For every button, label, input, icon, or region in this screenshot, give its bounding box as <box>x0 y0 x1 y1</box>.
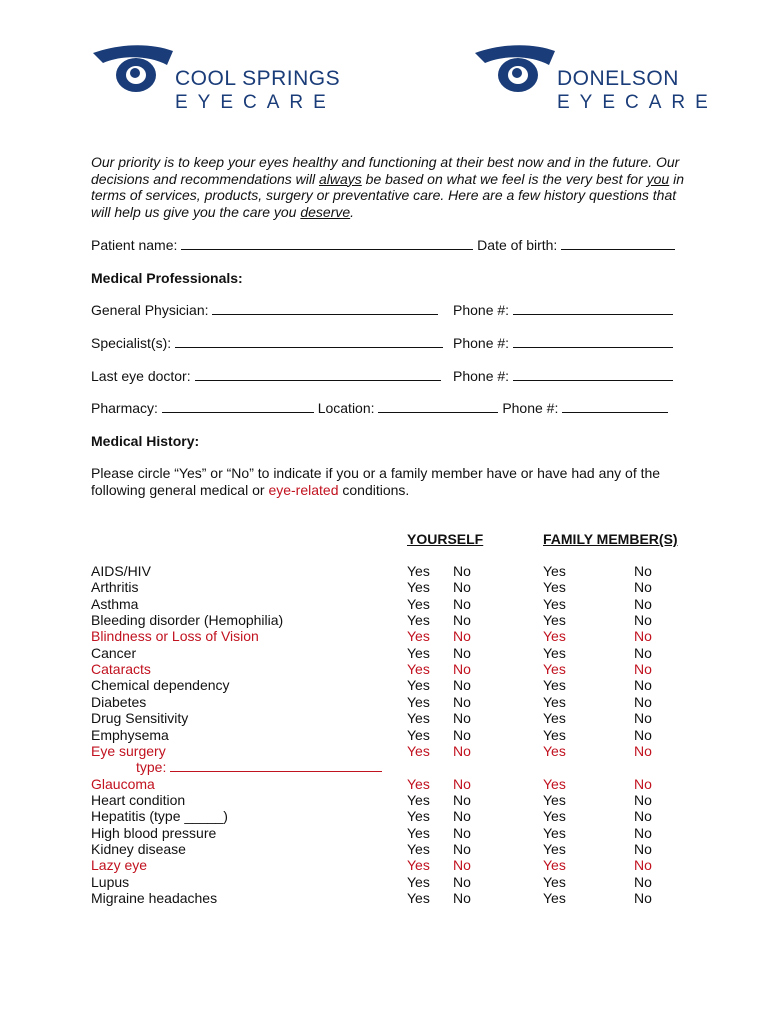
yourself-yes-option[interactable]: Yes <box>407 563 430 579</box>
yourself-yes-option[interactable]: Yes <box>407 857 430 874</box>
yourself-no-option[interactable]: No <box>453 808 471 825</box>
condition-row <box>0 579 770 595</box>
family-no-option[interactable]: No <box>634 791 652 808</box>
logo-sub: EYECARE <box>175 92 336 113</box>
condition-row <box>0 710 770 726</box>
yourself-yes-option[interactable]: Yes <box>407 824 430 841</box>
family-no-option[interactable]: No <box>634 595 652 612</box>
intro-paragraph: Our priority is to keep your eyes healthy and functioning at their best now and in the future. Our decisions and recommendations will always be based on what we feel is the very best for you in terms of services, products, surgery or preventative care. Here are a few history questions that will help us give you the care you deserve. <box>91 154 684 220</box>
condition-row <box>0 857 770 873</box>
yourself-no-option[interactable]: No <box>453 579 471 596</box>
condition-label: Blindness or Loss of Vision <box>91 628 259 645</box>
yourself-yes-option[interactable]: Yes <box>407 890 430 906</box>
family-no-option[interactable]: No <box>634 824 652 841</box>
medical-history-instructions: Please circle “Yes” or “No” to indicate if you or a family member have or have had any of the following general medical or eye-related conditions. <box>91 465 661 498</box>
yourself-yes-option[interactable]: Yes <box>407 873 430 890</box>
phone-field[interactable] <box>513 335 673 348</box>
condition-row <box>0 808 770 824</box>
yourself-no-option[interactable]: No <box>453 612 471 629</box>
yourself-no-option[interactable]: No <box>453 563 471 579</box>
condition-row <box>0 661 770 677</box>
family-yes-option[interactable]: Yes <box>543 873 566 890</box>
condition-label: Migraine headaches <box>91 890 218 906</box>
condition-label: Hepatitis (type _____) <box>91 808 228 825</box>
condition-row <box>0 628 770 644</box>
family-no-option[interactable]: No <box>634 890 652 906</box>
family-no-option[interactable]: No <box>634 661 652 678</box>
condition-label: Kidney disease <box>91 840 186 857</box>
family-yes-option[interactable]: Yes <box>543 824 566 841</box>
yourself-no-option[interactable]: No <box>453 677 471 694</box>
yourself-no-option[interactable]: No <box>453 693 471 710</box>
family-yes-option[interactable]: Yes <box>543 628 566 645</box>
type-label: type: <box>136 759 171 776</box>
condition-row <box>0 694 770 710</box>
yourself-no-option[interactable]: No <box>453 873 471 890</box>
yourself-yes-option[interactable]: Yes <box>407 595 430 612</box>
yourself-yes-option[interactable]: Yes <box>407 840 430 857</box>
phone-field[interactable] <box>513 368 673 381</box>
condition-label: Emphysema <box>91 726 169 743</box>
yourself-yes-option[interactable]: Yes <box>407 612 430 629</box>
family-yes-option[interactable]: Yes <box>543 563 566 579</box>
yourself-no-option[interactable]: No <box>453 644 471 661</box>
family-yes-option[interactable]: Yes <box>543 840 566 857</box>
condition-label: High blood pressure <box>91 824 217 841</box>
family-yes-option[interactable]: Yes <box>543 808 566 825</box>
yourself-no-option[interactable]: No <box>453 775 471 792</box>
yourself-yes-option[interactable]: Yes <box>407 775 430 792</box>
family-no-option[interactable]: No <box>634 628 652 645</box>
condition-row <box>0 792 770 808</box>
eye-logo-icon <box>473 45 557 97</box>
family-no-option[interactable]: No <box>634 710 652 727</box>
condition-row <box>0 612 770 628</box>
patient-name-label: Patient name: <box>91 237 178 253</box>
yourself-no-option[interactable]: No <box>453 742 471 759</box>
condition-row <box>0 776 770 792</box>
phone-field[interactable] <box>513 302 673 315</box>
condition-row <box>0 890 770 906</box>
family-yes-option[interactable]: Yes <box>543 710 566 727</box>
phone-line: Phone #: <box>453 368 673 384</box>
family-yes-option[interactable]: Yes <box>543 693 566 710</box>
yourself-no-option[interactable]: No <box>453 726 471 743</box>
logo-sub: EYECARE <box>557 92 718 113</box>
eye-logo-icon <box>91 45 175 97</box>
medical-history-heading: Medical History: <box>91 433 200 449</box>
general-physician-line: General Physician: <box>91 302 438 318</box>
condition-label: Glaucoma <box>91 775 155 792</box>
condition-label: Asthma <box>91 595 139 612</box>
family-yes-option[interactable]: Yes <box>543 791 566 808</box>
family-yes-option[interactable]: Yes <box>543 890 566 906</box>
family-no-option[interactable]: No <box>634 693 652 710</box>
family-yes-option[interactable]: Yes <box>543 612 566 629</box>
family-yes-option[interactable]: Yes <box>543 661 566 678</box>
yourself-no-option[interactable]: No <box>453 857 471 874</box>
condition-label: Bleeding disorder (Hemophilia) <box>91 612 284 629</box>
yourself-no-option[interactable]: No <box>453 840 471 857</box>
condition-row <box>0 727 770 743</box>
yourself-no-option[interactable]: No <box>453 791 471 808</box>
patient-name-field[interactable] <box>181 237 473 250</box>
condition-label: Drug Sensitivity <box>91 710 189 727</box>
yourself-yes-option[interactable]: Yes <box>407 579 430 596</box>
yourself-no-option[interactable]: No <box>453 595 471 612</box>
family-yes-option[interactable]: Yes <box>543 595 566 612</box>
family-no-option[interactable]: No <box>634 579 652 596</box>
last-eye-doctor-field[interactable] <box>195 368 441 381</box>
condition-label: Cataracts <box>91 661 151 678</box>
condition-row <box>0 743 770 759</box>
family-no-option[interactable]: No <box>634 873 652 890</box>
condition-row <box>0 874 770 890</box>
condition-label: Lupus <box>91 873 130 890</box>
family-no-option[interactable]: No <box>634 857 652 874</box>
family-yes-option[interactable]: Yes <box>543 742 566 759</box>
eye-surgery-type-field[interactable] <box>170 759 382 772</box>
family-no-option[interactable]: No <box>634 612 652 629</box>
yourself-yes-option[interactable]: Yes <box>407 693 430 710</box>
dob-label: Date of birth: <box>477 237 558 253</box>
condition-row <box>0 677 770 693</box>
condition-label: Eye surgery <box>91 742 166 759</box>
yourself-column-header: YOURSELF <box>407 531 484 547</box>
family-yes-option[interactable]: Yes <box>543 775 566 792</box>
family-no-option[interactable]: No <box>634 563 652 579</box>
yourself-no-option[interactable]: No <box>453 710 471 727</box>
condition-label: AIDS/HIV <box>91 563 151 579</box>
eye-surgery-type-line <box>136 759 382 775</box>
yourself-yes-option[interactable]: Yes <box>407 661 430 678</box>
medical-professionals-heading: Medical Professionals: <box>91 270 243 286</box>
family-yes-option[interactable]: Yes <box>543 644 566 661</box>
general-physician-field[interactable] <box>212 302 438 315</box>
cool-springs-logo <box>91 45 341 125</box>
yourself-yes-option[interactable]: Yes <box>407 791 430 808</box>
logo-name: COOL SPRINGS <box>175 67 341 90</box>
condition-label: Arthritis <box>91 579 139 596</box>
condition-label: Diabetes <box>91 693 147 710</box>
condition-row <box>0 596 770 612</box>
condition-row <box>0 825 770 841</box>
yourself-yes-option[interactable]: Yes <box>407 710 430 727</box>
specialist-field[interactable] <box>175 335 443 348</box>
last-eye-doctor-line: Last eye doctor: <box>91 368 441 384</box>
family-yes-option[interactable]: Yes <box>543 726 566 743</box>
family-yes-option[interactable]: Yes <box>543 579 566 596</box>
dob-field[interactable] <box>561 237 675 250</box>
yourself-no-option[interactable]: No <box>453 661 471 678</box>
logo-name: DONELSON <box>557 67 679 90</box>
pharmacy-line: Pharmacy: Location: Phone #: <box>91 400 668 416</box>
family-yes-option[interactable]: Yes <box>543 857 566 874</box>
yourself-yes-option[interactable]: Yes <box>407 742 430 759</box>
family-no-option[interactable]: No <box>634 644 652 661</box>
phone-field[interactable] <box>562 400 668 413</box>
yourself-yes-option[interactable]: Yes <box>407 644 430 661</box>
condition-label: Chemical dependency <box>91 677 230 694</box>
condition-label: Cancer <box>91 644 137 661</box>
yourself-yes-option[interactable]: Yes <box>407 808 430 825</box>
yourself-yes-option[interactable]: Yes <box>407 726 430 743</box>
phone-line: Phone #: <box>453 302 673 318</box>
family-no-option[interactable]: No <box>634 775 652 792</box>
donelson-logo <box>473 45 718 125</box>
condition-label: Heart condition <box>91 791 186 808</box>
family-column-header: FAMILY MEMBER(S) <box>543 531 678 547</box>
condition-row <box>0 645 770 661</box>
phone-line: Phone #: <box>453 335 673 351</box>
family-no-option[interactable]: No <box>634 742 652 759</box>
condition-row <box>0 563 770 579</box>
condition-row <box>0 841 770 857</box>
yourself-yes-option[interactable]: Yes <box>407 628 430 645</box>
family-no-option[interactable]: No <box>634 726 652 743</box>
pharmacy-field[interactable] <box>162 400 314 413</box>
yourself-yes-option[interactable]: Yes <box>407 677 430 694</box>
family-yes-option[interactable]: Yes <box>543 677 566 694</box>
family-no-option[interactable]: No <box>634 677 652 694</box>
patient-name-line <box>91 237 675 253</box>
yourself-no-option[interactable]: No <box>453 890 471 906</box>
condition-label: Lazy eye <box>91 857 148 874</box>
family-no-option[interactable]: No <box>634 840 652 857</box>
yourself-no-option[interactable]: No <box>453 628 471 645</box>
yourself-no-option[interactable]: No <box>453 824 471 841</box>
specialist-line: Specialist(s): <box>91 335 443 351</box>
location-field[interactable] <box>378 400 498 413</box>
family-no-option[interactable]: No <box>634 808 652 825</box>
